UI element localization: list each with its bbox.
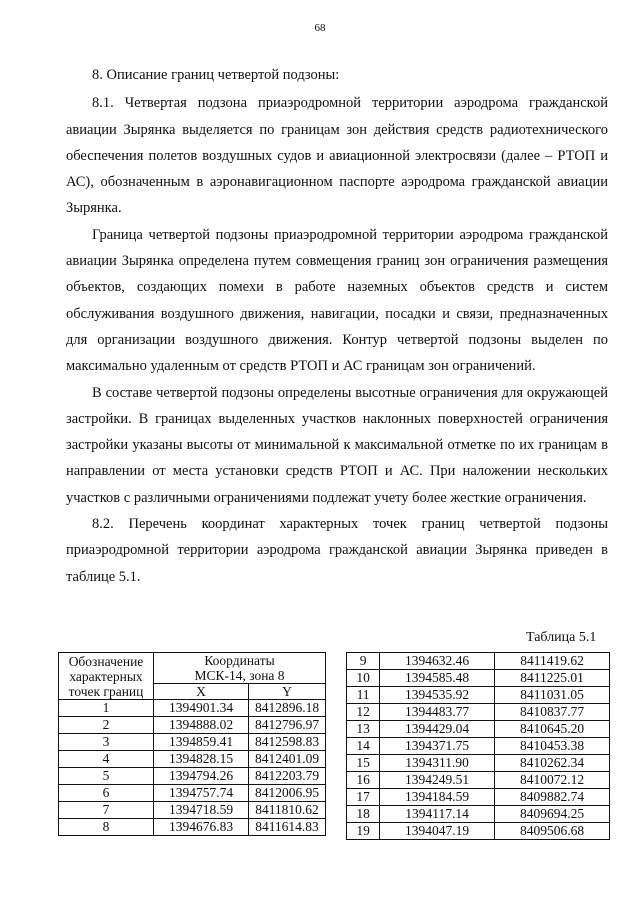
header-coordinates [154,653,326,684]
point-number-cell: 3 [59,734,154,751]
x-coordinate-cell: 1394117.14 [380,806,495,823]
y-coordinate-cell: 8411810.62 [249,802,326,819]
table-row [59,802,326,819]
header-line: характерных [69,668,143,684]
table-row [59,717,326,734]
y-coordinate-cell: 8411419.62 [495,653,610,670]
x-coordinate-cell: 1394585.48 [380,670,495,687]
x-coordinate-cell: 1394676.83 [154,819,249,836]
table-row [347,721,610,738]
table-row [347,755,610,772]
point-number-cell: 12 [347,704,380,721]
x-coordinate-cell: 1394311.90 [380,755,495,772]
point-number-cell: 14 [347,738,380,755]
header-y: Y [249,684,326,700]
x-coordinate-cell: 1394184.59 [380,789,495,806]
header-line: МСК-14, зона 8 [194,668,285,683]
point-number-cell: 2 [59,717,154,734]
x-coordinate-cell: 1394859.41 [154,734,249,751]
point-number-cell: 18 [347,806,380,823]
point-number-cell: 17 [347,789,380,806]
section-heading: 8. Описание границ четвертой подзоны: [92,67,340,83]
y-coordinate-cell: 8411614.83 [249,819,326,836]
y-coordinate-cell: 8411031.05 [495,687,610,704]
table-row [347,704,610,721]
table-row [59,785,326,802]
x-coordinate-cell: 1394429.04 [380,721,495,738]
y-coordinate-cell: 8412203.79 [249,768,326,785]
paragraph-8-1: 8.1. Четвертая подзона приаэродромной территории аэродрома гражданской авиации Зырянка выделяется по границам зон действия средств радиотехнического обеспечения полетов воздушных судов и авиационной электросвязи (далее – РТОП и АС), обозначенным в аэронавигационном паспорте аэродрома гражданской авиации Зырянка. [66,95,608,217]
y-coordinate-cell: 8412598.83 [249,734,326,751]
point-number-cell: 5 [59,768,154,785]
header-line: точек границ [68,683,144,699]
table-row [347,806,610,823]
y-coordinate-cell: 8409694.25 [495,806,610,823]
table-row [59,734,326,751]
x-coordinate-cell: 1394632.46 [380,653,495,670]
table-row [347,687,610,704]
y-coordinate-cell: 8410837.77 [495,704,610,721]
table-row [59,751,326,768]
y-coordinate-cell: 8412896.18 [249,700,326,717]
header-line: Координаты [204,653,275,668]
y-coordinate-cell: 8411225.01 [495,670,610,687]
point-number-cell: 19 [347,823,380,840]
point-number-cell: 1 [59,700,154,717]
point-number-cell: 7 [59,802,154,819]
y-coordinate-cell: 8412006.95 [249,785,326,802]
y-coordinate-cell: 8412401.09 [249,751,326,768]
x-coordinate-cell: 1394047.19 [380,823,495,840]
point-number-cell: 10 [347,670,380,687]
x-coordinate-cell: 1394535.92 [380,687,495,704]
header-x: X [154,684,249,700]
coordinates-table-right [346,652,610,840]
point-number-cell: 4 [59,751,154,768]
coordinates-table-left [58,652,326,836]
y-coordinate-cell: 8410645.20 [495,721,610,738]
x-coordinate-cell: 1394718.59 [154,802,249,819]
table-row [59,700,326,717]
table-row [347,772,610,789]
y-coordinate-cell: 8409506.68 [495,823,610,840]
y-coordinate-cell: 8412796.97 [249,717,326,734]
document-body [66,62,608,590]
x-coordinate-cell: 1394888.02 [154,717,249,734]
paragraph-8-2: 8.2. Перечень координат характерных точек границ четвертой подзоны приаэродромной территории аэродрома гражданской авиации Зырянка приведен в таблице 5.1. [66,516,608,585]
table-row [347,653,610,670]
x-coordinate-cell: 1394249.51 [380,772,495,789]
y-coordinate-cell: 8410072.12 [495,772,610,789]
table-row [347,823,610,840]
table-row [59,768,326,785]
table-row [347,670,610,687]
point-number-cell: 15 [347,755,380,772]
table-row [347,738,610,755]
x-coordinate-cell: 1394828.15 [154,751,249,768]
x-coordinate-cell: 1394371.75 [380,738,495,755]
header-point-designation [59,653,154,700]
point-number-cell: 9 [347,653,380,670]
y-coordinate-cell: 8410453.38 [495,738,610,755]
point-number-cell: 6 [59,785,154,802]
paragraph-boundary: Граница четвертой подзоны приаэродромной территории аэродрома гражданской авиации Зырянка определена путем совмещения границ зон ограничения размещения объектов, создающих помехи в работе наземных объектов средств и систем обслуживания воздушного движения, навигации, посадки и связи, предназначенных для организации воздушного движения. Контур четвертой подзоны выделен по максимально удаленным от средств РТОП и АС границам зон ограничений. [66,226,608,375]
table-row [347,789,610,806]
point-number-cell: 16 [347,772,380,789]
table-caption: Таблица 5.1 [526,630,597,645]
x-coordinate-cell: 1394483.77 [380,704,495,721]
table-row [59,819,326,836]
y-coordinate-cell: 8409882.74 [495,789,610,806]
y-coordinate-cell: 8410262.34 [495,755,610,772]
page-number: 68 [314,22,326,34]
x-coordinate-cell: 1394901.34 [154,700,249,717]
x-coordinate-cell: 1394794.26 [154,768,249,785]
point-number-cell: 8 [59,819,154,836]
header-line: Обозначение [68,653,144,669]
point-number-cell: 13 [347,721,380,738]
x-coordinate-cell: 1394757.74 [154,785,249,802]
point-number-cell: 11 [347,687,380,704]
paragraph-height-limits: В составе четвертой подзоны определены высотные ограничения для окружающей застройки. В границах выделенных участков наклонных поверхностей ограничения застройки указаны высоты от минимальной к максимальной отметке по их границам в направлении от места установки средств РТОП и АС. При наложении нескольких участков с различными ограничениями подлежат учету более жесткие ограничения. [66,384,608,506]
